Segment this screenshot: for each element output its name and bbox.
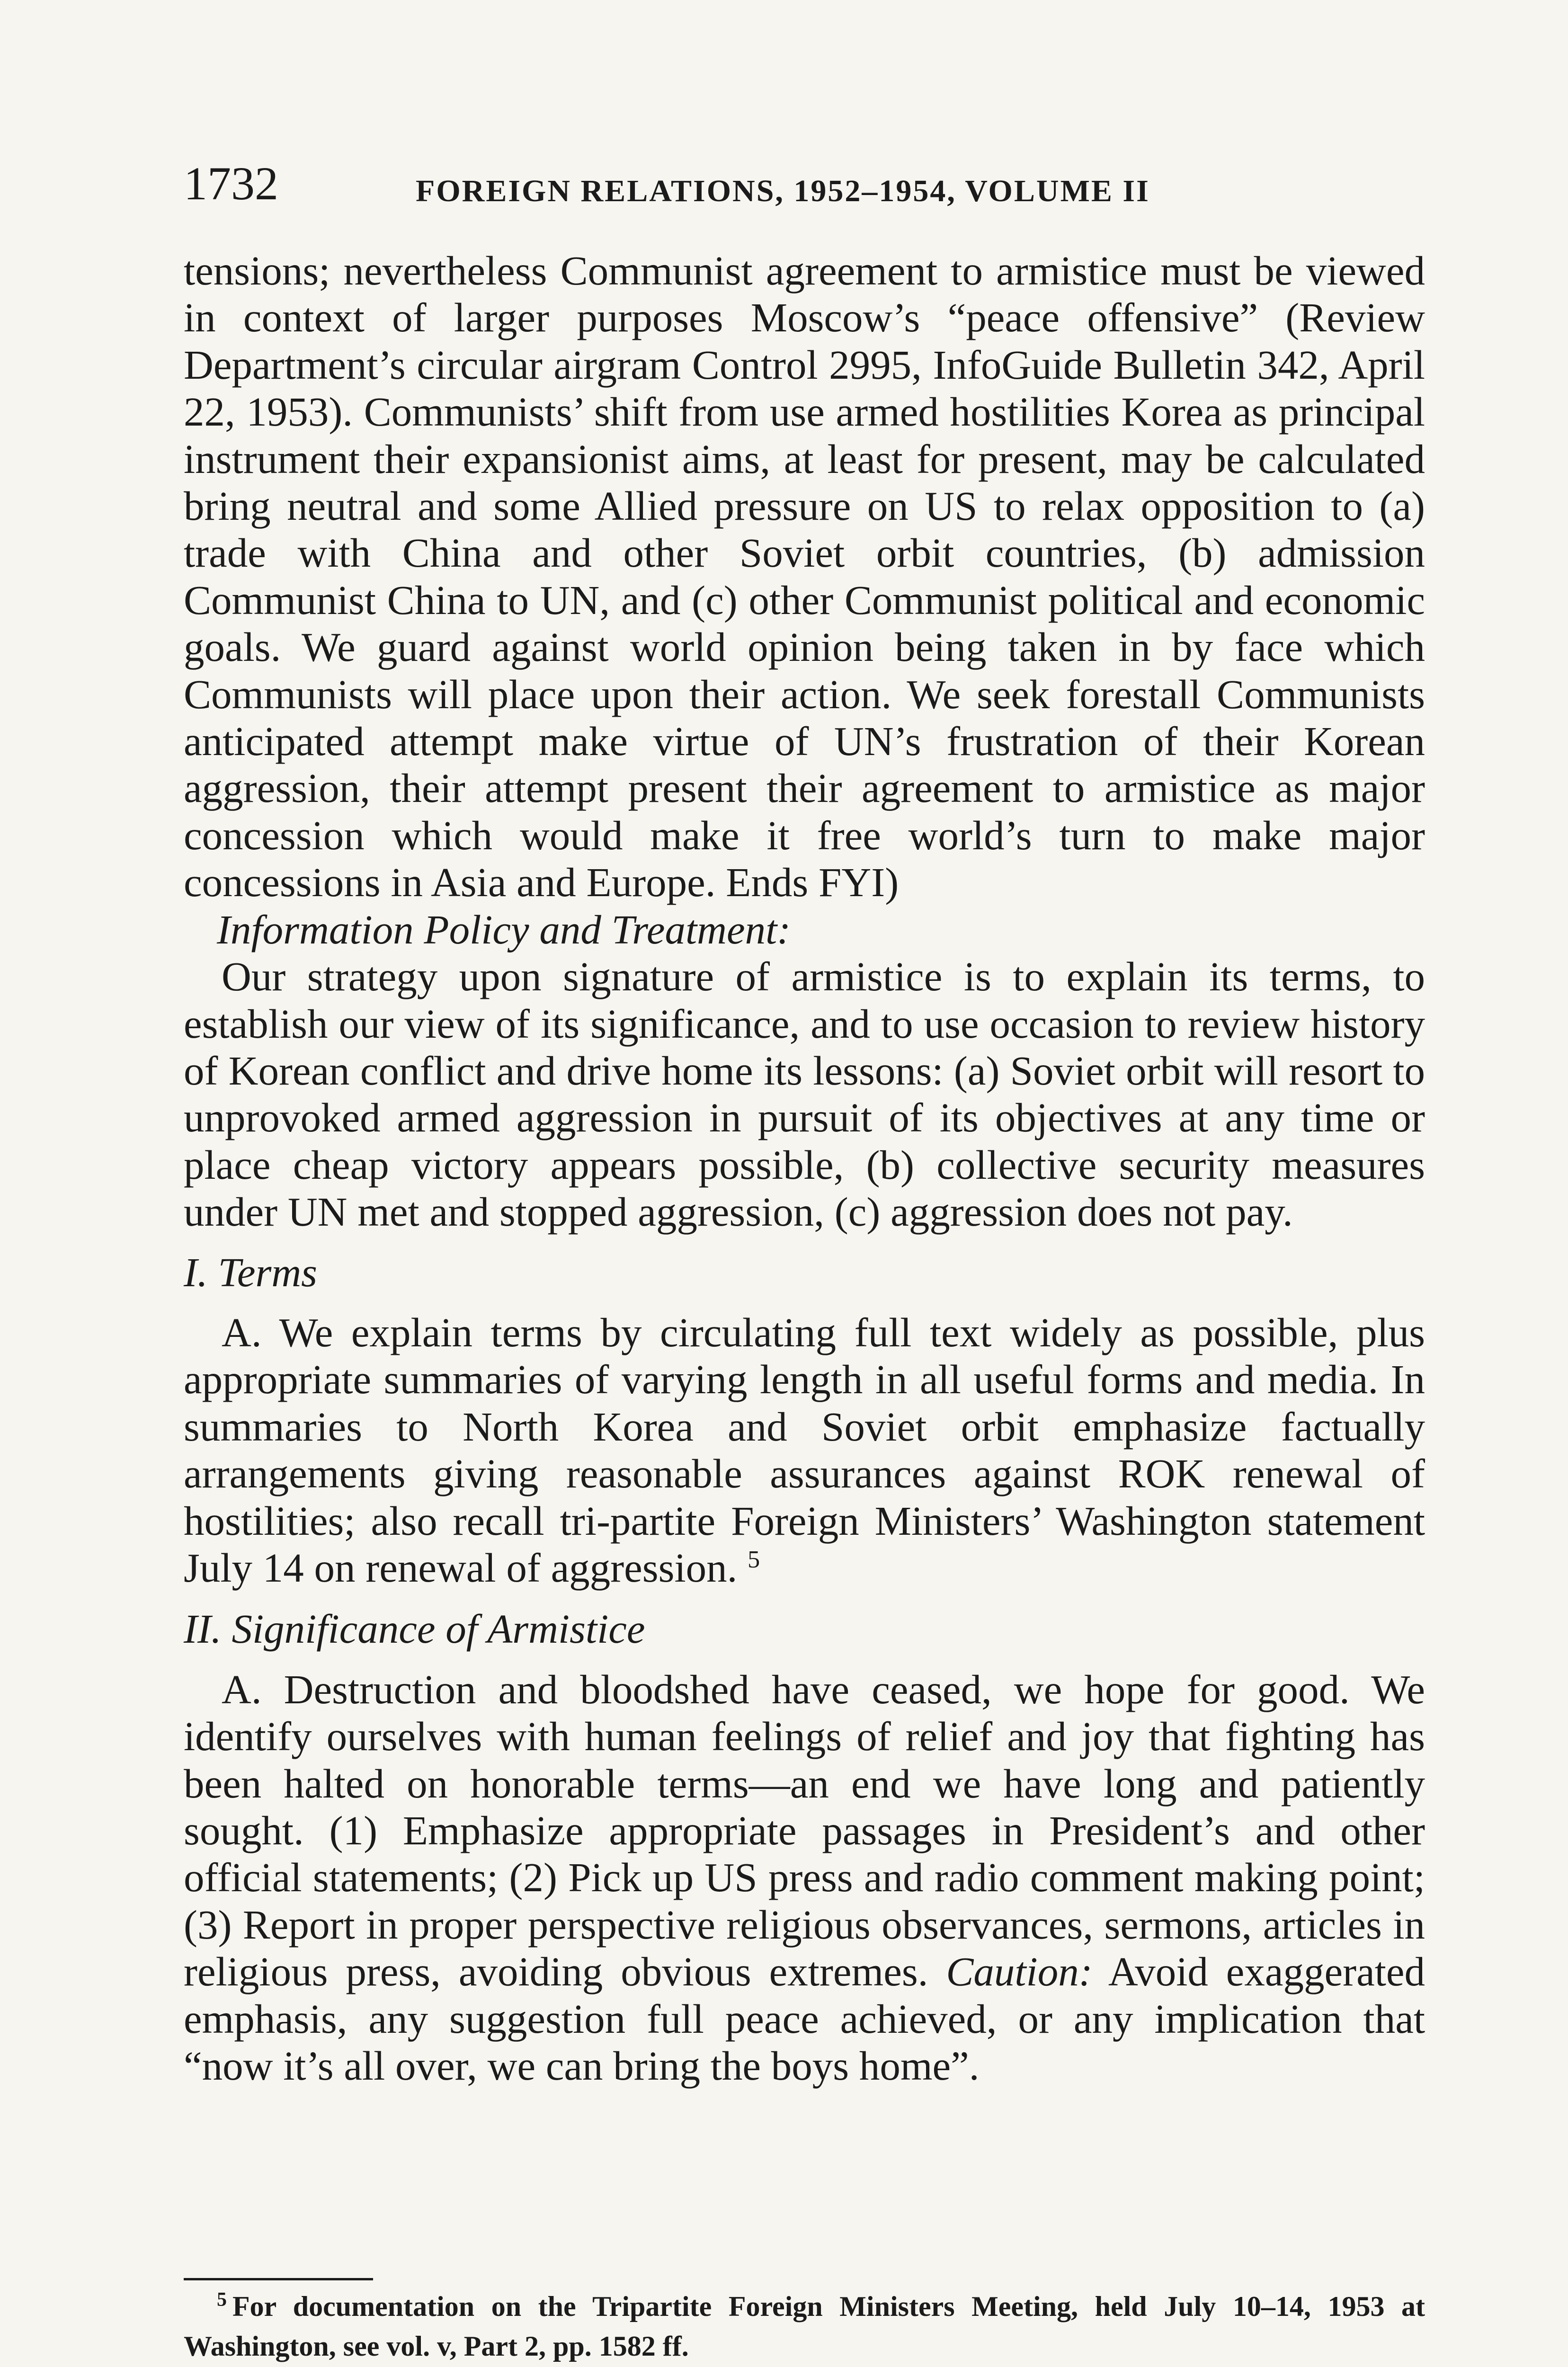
page-header [184,155,1425,222]
paragraph-continuation: tensions; nevertheless Communist agreement to armistice must be viewed in context of larger purposes Moscow’s “peace offensive” (Review Department’s circular airgram Control 2995, InfoGuide Bulletin 342, April 22, 1953). Communists’ shift from use armed hostilities Korea as principal instrument their expansionist aims, at least for present, may be calculated bring neutral and some Allied pressure on US to relax opposition to (a) trade with China and other Soviet orbit countries, (b) admission Communist China to UN, and (c) other Communist political and economic goals. We guard against world opinion being taken in by face which Communists will place upon their action. We seek forestall Communists anticipated attempt make virtue of UN’s frustration of their Korean aggression, their attempt present their agreement to armistice as major concession which would make it free world’s turn to make major concessions in Asia and Europe. Ends FYI) [184,248,1425,906]
caution-label: Caution: [946,1949,1093,1995]
footnote-reference: 5 [748,1546,760,1573]
paragraph-terms-a-text: A. We explain terms by circulating full text widely as possible, plus appropriate summaries of varying length in all useful forms and media. In summaries to North Korea and Soviet orbit emphasize factually arrangements giving reasonable assurances against ROK renewal of hostilities; also recall tri-partite Foreign Ministers’ Washington statement July 14 on renewal of aggression. [184,1309,1425,1591]
footnote-text: For documentation on the Tripartite Foreign Ministers Meeting, held July 10–14, 1953 at Washington, see vol. v, Part 2, pp. 1582 ff. [184,2291,1425,2362]
paragraph-terms-a [184,1309,1425,1591]
paragraph-significance-a-text: A. Destruction and bloodshed have ceased, we hope for good. We identify ourselves with human feelings of relief and joy that fighting has been halted on honorable terms—an end we have long and patiently sought. (1) Emphasize appropriate passages in President’s and other official statements; (2) Pick up US press and radio comment making point; (3) Report in proper perspective religious observances, sermons, articles in religious press, avoiding obvious extremes. [184,1666,1425,1995]
section-heading-significance: II. Significance of Armistice [184,1606,645,1652]
footnote-mark: 5 [217,2289,227,2311]
footnote [184,2287,1425,2366]
page-number: 1732 [184,157,278,210]
paragraph-significance-a [184,1666,1425,2090]
footnote-rule [184,2278,373,2280]
body-text [184,247,1425,2089]
running-head: FOREIGN RELATIONS, 1952–1954, VOLUME II [416,174,1150,208]
section-heading-terms: I. Terms [184,1249,318,1295]
paragraph-significance-a-caution-text: Avoid exaggerated emphasis, any suggestion full peace achieved, or any implication that “now it’s all over, we can bring the boys home”. [184,1949,1425,2089]
paragraph-strategy: Our strategy upon signature of armistice is to explain its terms, to establish our view of its significance, and to use occasion to review history of Korean conflict and drive home its lessons: (a) Soviet orbit will resort to unprovoked armed aggression in pursuit of its objectives at any time or place cheap victory appears possible, (b) collective security measures under UN met and stopped aggression, (c) aggression does not pay. [184,953,1425,1235]
section-heading-information-policy: Information Policy and Treatment: [217,906,791,952]
